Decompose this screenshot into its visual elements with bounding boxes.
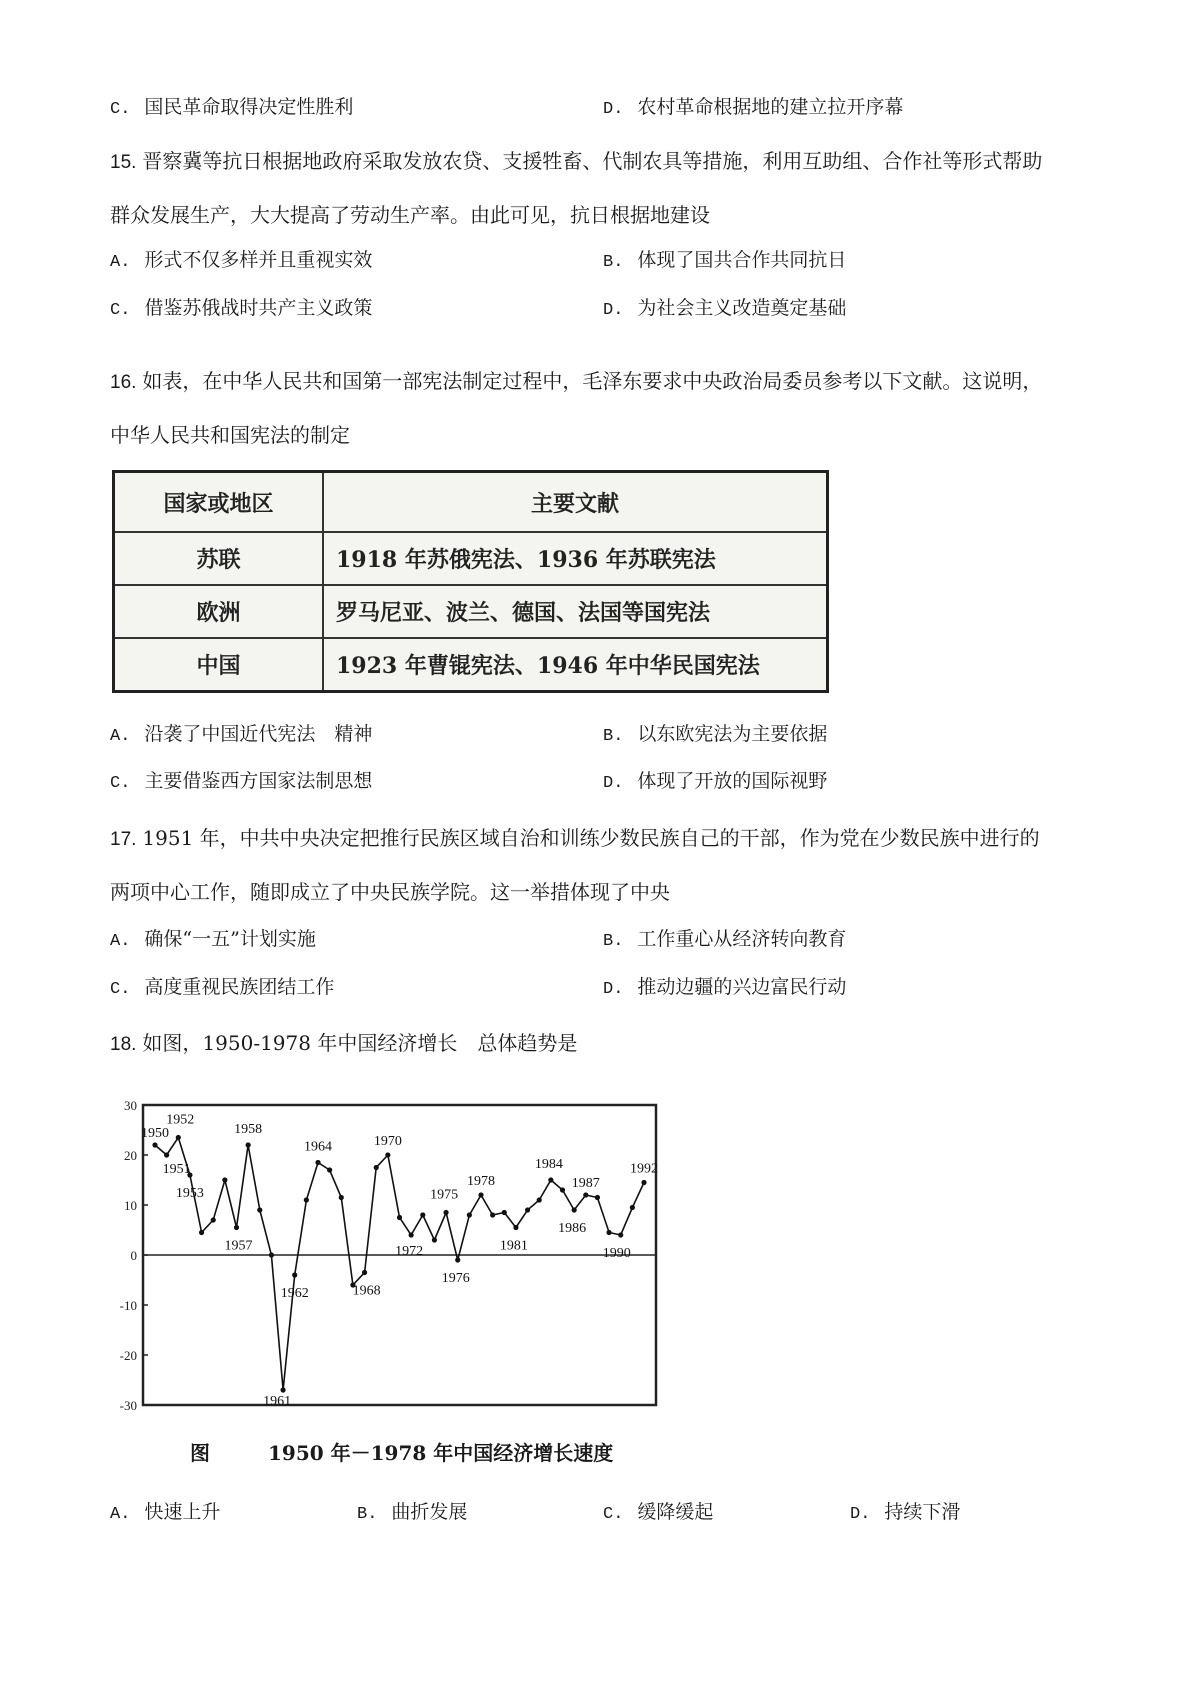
question-number: 15.	[110, 152, 137, 173]
year-label: 1970	[373, 1134, 402, 1149]
chart-annotations	[141, 1113, 658, 1410]
option-label: D.	[603, 100, 624, 119]
table-row	[114, 532, 828, 585]
data-point	[641, 1180, 646, 1185]
year-label: 1986	[558, 1221, 587, 1236]
year-label: 1990	[602, 1246, 631, 1261]
option-label: A.	[110, 253, 131, 272]
q17-option-c[interactable]	[110, 973, 334, 1004]
q15-option-a[interactable]	[110, 246, 372, 277]
option-text: 曲折发展	[391, 1501, 468, 1523]
q16-stem-line1	[110, 367, 1042, 397]
data-point	[327, 1167, 332, 1172]
year-label: 1957	[224, 1238, 253, 1254]
option-text: 快速上升	[144, 1501, 221, 1523]
year-label: 1962	[280, 1286, 309, 1301]
growth-rate-chart	[100, 1095, 670, 1425]
year-label: 1992	[630, 1161, 658, 1177]
data-point	[374, 1165, 379, 1170]
data-point	[397, 1215, 402, 1220]
option-label: C.	[110, 980, 131, 999]
chart-caption	[190, 1437, 613, 1466]
data-point	[443, 1210, 448, 1215]
option-text: 农村革命根据地的建立拉开序幕	[637, 96, 904, 118]
data-point	[513, 1225, 518, 1230]
q16-option-b[interactable]	[603, 720, 827, 751]
option-label: A.	[110, 932, 131, 951]
data-point	[548, 1177, 553, 1182]
data-point	[467, 1212, 472, 1217]
year-label: 1978	[467, 1174, 495, 1189]
q15-option-b[interactable]	[603, 246, 846, 277]
table-cell-documents: 1923 年曹锟宪法、1946 年中华民国宪法	[323, 638, 828, 692]
q16-option-a[interactable]	[110, 720, 372, 751]
option-text: 推动边疆的兴边富民行动	[637, 976, 847, 998]
question-number: 18.	[110, 1034, 137, 1055]
stem-text: 晋察冀等抗日根据地政府采取发放农贷、支援牲畜、代制农具等措施，利用互助组、合作社等形式帮助	[142, 149, 1043, 173]
option-text: 确保“一五”计划实施	[144, 928, 316, 950]
option-text: 工作重心从经济转向教育	[637, 928, 847, 950]
chart-series	[152, 1135, 646, 1393]
option-label: D.	[603, 980, 624, 999]
data-point	[362, 1270, 367, 1275]
q14-option-d[interactable]	[603, 93, 903, 124]
table-header-cell: 主要文献	[323, 472, 828, 533]
data-point	[525, 1207, 530, 1212]
q16-option-d[interactable]	[603, 767, 827, 798]
data-point	[478, 1192, 483, 1197]
year-label: 1987	[571, 1176, 600, 1191]
year-label: 1953	[175, 1186, 204, 1201]
q15-option-c[interactable]	[110, 294, 372, 325]
y-tick-label: 10	[124, 1198, 137, 1213]
data-point	[432, 1237, 437, 1242]
stem-text: 如表，在中华人民共和国第一部宪法制定过程中，毛泽东要求中央政治局委员参考以下文献。这说明，	[142, 369, 1043, 393]
option-label: B.	[603, 727, 624, 746]
q17-option-a[interactable]	[110, 925, 316, 956]
table-cell-region: 苏联	[114, 532, 324, 585]
data-point	[606, 1230, 611, 1235]
option-text: 形式不仅多样并且重视实效	[144, 249, 373, 271]
data-point	[152, 1142, 157, 1147]
year-label: 1952	[166, 1112, 195, 1128]
table-row	[114, 638, 828, 692]
option-label: C.	[603, 1505, 624, 1524]
data-point	[385, 1152, 390, 1157]
table-cell-documents: 罗马尼亚、波兰、德国、法国等国宪法	[323, 585, 828, 638]
option-text: 以东欧宪法为主要依据	[637, 723, 828, 745]
y-tick-label: 20	[124, 1148, 137, 1163]
table-cell-documents: 1918 年苏俄宪法、1936 年苏联宪法	[323, 532, 828, 585]
data-point	[420, 1212, 425, 1217]
data-point	[199, 1230, 204, 1235]
data-point	[164, 1152, 169, 1157]
table-cell-region: 欧洲	[114, 585, 324, 638]
stem-text: 如图，1950-1978 年中国经济增长 总体趋势是	[142, 1031, 578, 1055]
year-label: 1976	[441, 1271, 470, 1286]
year-label: 1951	[162, 1162, 191, 1177]
y-tick-label: -10	[119, 1298, 137, 1313]
q17-stem-line1	[110, 824, 1040, 854]
year-label: 1950	[141, 1126, 169, 1141]
option-text: 持续下滑	[884, 1501, 961, 1523]
option-text: 高度重视民族团结工作	[144, 976, 335, 998]
q17-option-b[interactable]	[603, 925, 846, 956]
data-point	[176, 1135, 181, 1140]
year-label: 1981	[499, 1238, 528, 1254]
option-text: 为社会主义改造奠定基础	[637, 297, 847, 319]
q18-option-a[interactable]	[110, 1498, 220, 1529]
data-point	[560, 1187, 565, 1192]
data-point	[304, 1197, 309, 1202]
data-point	[630, 1205, 635, 1210]
data-point	[222, 1177, 227, 1182]
option-label: D.	[603, 301, 624, 320]
data-point	[595, 1195, 600, 1200]
q17-option-d[interactable]	[603, 973, 846, 1004]
q18-option-c[interactable]	[603, 1498, 713, 1529]
year-label: 1958	[234, 1122, 263, 1137]
data-point	[246, 1142, 251, 1147]
q18-option-b[interactable]	[357, 1498, 467, 1529]
y-tick-label: 0	[130, 1248, 137, 1263]
data-point	[339, 1195, 344, 1200]
year-label: 1975	[430, 1187, 459, 1203]
data-point	[502, 1210, 507, 1215]
q18-stem-line1	[110, 1029, 577, 1059]
q17-stem-line2: 两项中心工作，随即成立了中央民族学院。这一举措体现了中央	[110, 880, 670, 904]
option-label: C.	[110, 301, 131, 320]
option-text: 沿袭了中国近代宪法 精神	[144, 723, 373, 745]
growth-series-line	[155, 1138, 644, 1391]
q16-option-c[interactable]	[110, 767, 372, 798]
data-point	[490, 1212, 495, 1217]
data-point	[583, 1192, 588, 1197]
year-label: 1972	[395, 1244, 424, 1259]
y-tick-label: 30	[124, 1098, 137, 1113]
y-tick-label: -20	[119, 1348, 137, 1363]
option-text: 体现了开放的国际视野	[637, 770, 828, 792]
option-text: 主要借鉴西方国家法制思想	[144, 770, 373, 792]
q18-option-d[interactable]	[850, 1498, 960, 1529]
caption-prefix: 图	[190, 1441, 210, 1465]
data-point	[292, 1272, 297, 1277]
option-label: A.	[110, 1505, 131, 1524]
data-point	[455, 1257, 460, 1262]
data-point	[618, 1232, 623, 1237]
y-tick-label: -30	[119, 1398, 137, 1413]
table-header-cell: 国家或地区	[114, 472, 324, 533]
question-number: 17.	[110, 829, 137, 850]
year-label: 1961	[263, 1394, 292, 1409]
option-label: D.	[603, 774, 624, 793]
table-cell-region: 中国	[114, 638, 324, 692]
table-header-row	[114, 472, 828, 533]
option-text: 缓降缓起	[637, 1501, 714, 1523]
year-label: 1968	[352, 1283, 381, 1299]
data-point	[234, 1225, 239, 1230]
q16-stem-line2: 中华人民共和国宪法的制定	[110, 423, 350, 447]
option-text: 国民革命取得决定性胜利	[144, 96, 354, 118]
option-text: 体现了国共合作共同抗日	[637, 249, 847, 271]
data-point	[572, 1207, 577, 1212]
data-point	[537, 1197, 542, 1202]
year-label: 1984	[534, 1157, 563, 1172]
option-text: 借鉴苏俄战时共产主义政策	[144, 297, 373, 319]
data-point	[211, 1217, 216, 1222]
caption-title: 1950 年－1978 年中国经济增长速度	[268, 1441, 614, 1465]
option-label: C.	[110, 774, 131, 793]
reference-documents-table	[112, 470, 829, 693]
data-point	[280, 1387, 285, 1392]
option-label: C.	[110, 100, 131, 119]
option-label: D.	[850, 1505, 871, 1524]
option-label: B.	[357, 1505, 378, 1524]
q15-stem-line2: 群众发展生产，大大提高了劳动生产率。由此可见，抗日根据地建设	[110, 203, 710, 227]
q15-stem-line1	[110, 147, 1042, 177]
data-point	[269, 1252, 274, 1257]
option-label: A.	[110, 727, 131, 746]
q14-option-c[interactable]	[110, 93, 353, 124]
stem-text: 1951 年，中共中央决定把推行民族区域自治和训练少数民族自己的干部，作为党在少数民族中进行的	[142, 826, 1040, 850]
data-point	[257, 1207, 262, 1212]
data-point	[409, 1232, 414, 1237]
table-row	[114, 585, 828, 638]
q15-option-d[interactable]	[603, 294, 846, 325]
option-label: B.	[603, 253, 624, 272]
year-label: 1964	[304, 1139, 332, 1155]
question-number: 16.	[110, 372, 137, 393]
data-point	[315, 1160, 320, 1165]
option-label: B.	[603, 932, 624, 951]
